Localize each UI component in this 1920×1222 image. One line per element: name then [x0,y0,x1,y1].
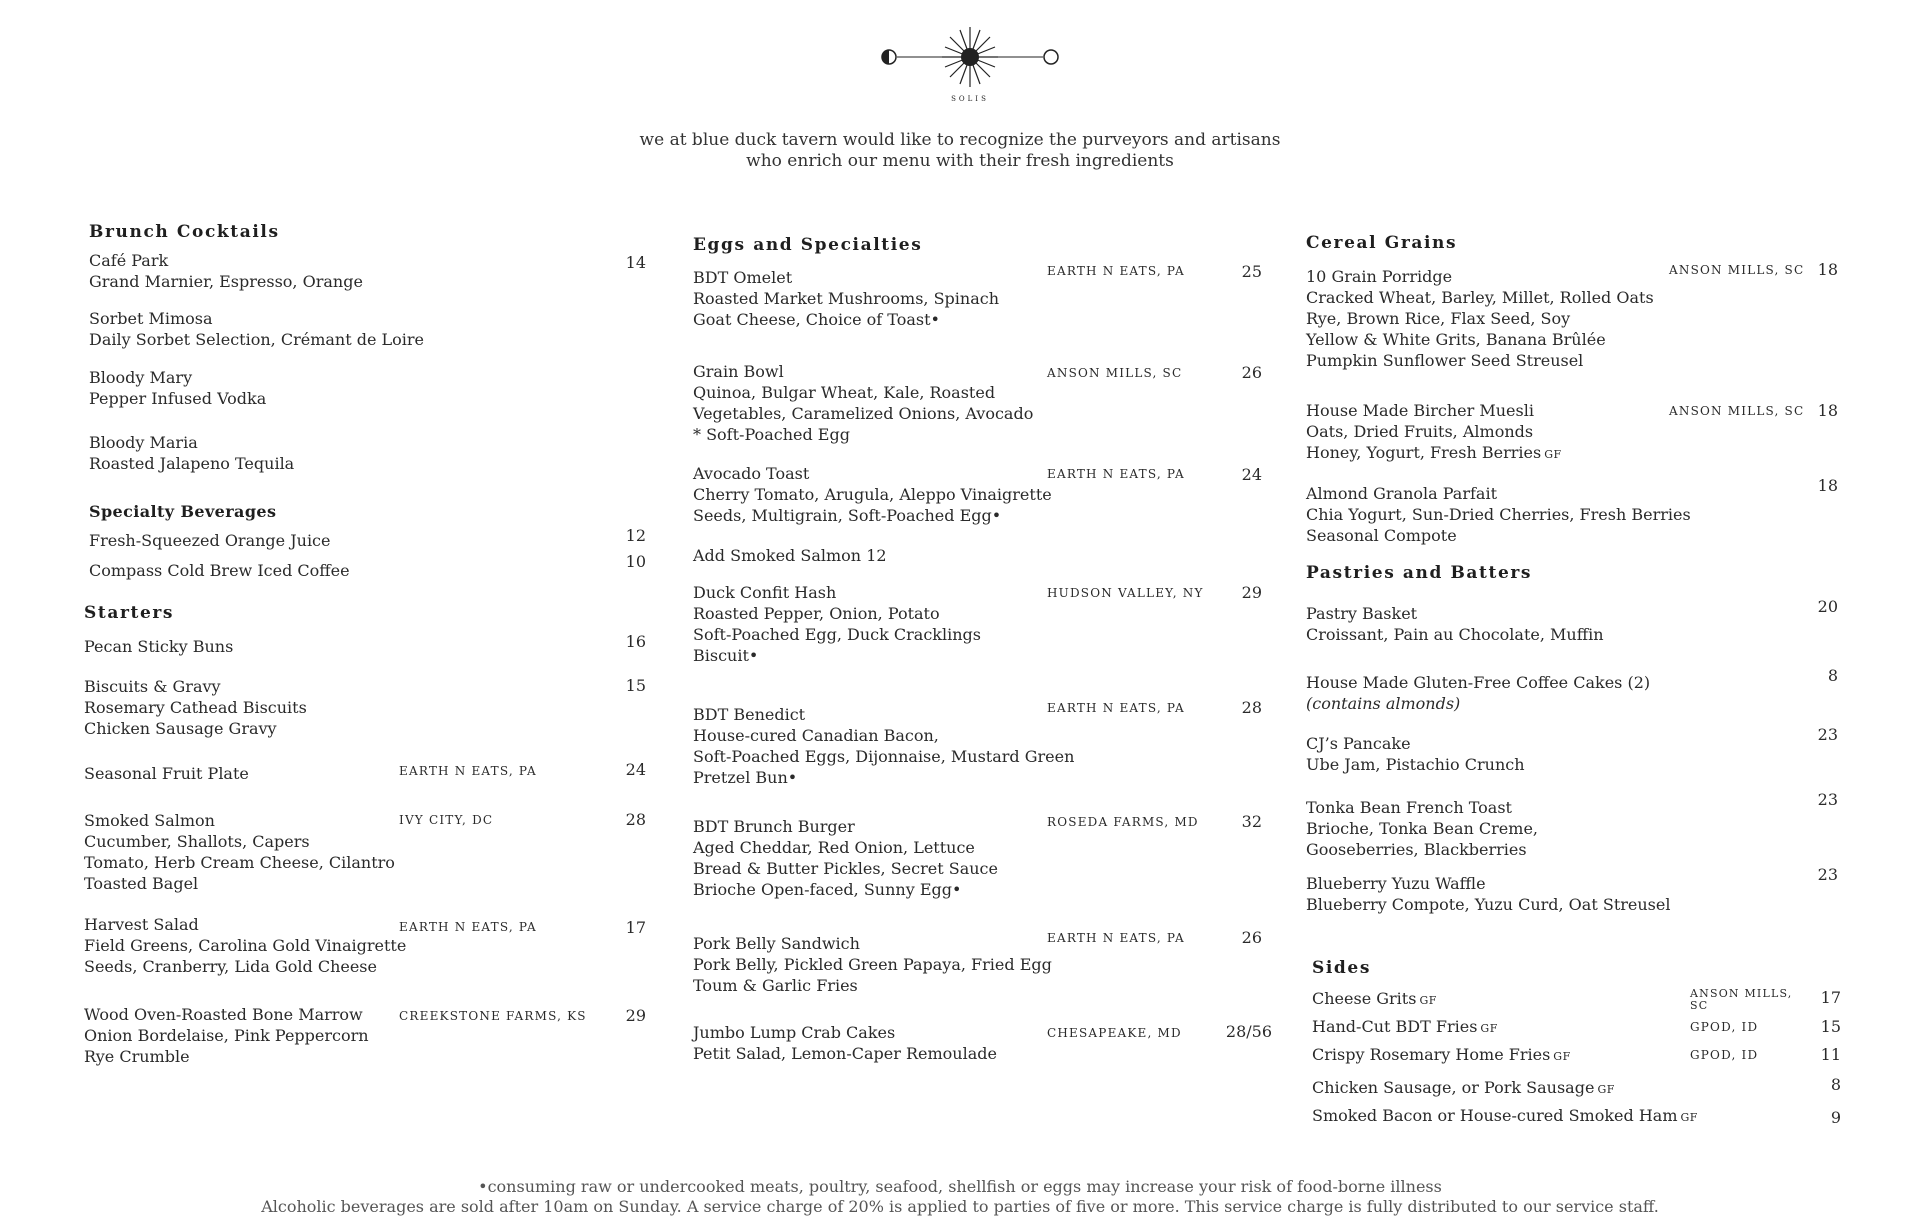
sausage-price: 8 [1830,1075,1841,1094]
harvest-salad-price: 17 [625,918,646,937]
menu-item-gf-coffee-cakes [1306,672,1650,714]
menu-item-bdt-omelet [693,267,999,330]
french-toast-price: 23 [1817,790,1838,809]
item-name: Hand-Cut BDT Fries [1312,1017,1478,1036]
item-desc: Chicken Sausage Gravy [84,719,277,738]
service-charge-notice: Alcoholic beverages are sold after 10am on Sunday. A service charge of 20% is applied to parties of five or more. This service charge is fully distributed to our service staff. [261,1197,1659,1216]
item-desc: Brioche Open-faced, Sunny Egg• [693,880,962,899]
item-desc: Pepper Infused Vodka [89,389,267,408]
menu-item-brunch-burger [693,816,998,900]
specialty-beverages-title: Specialty Beverages [89,502,277,521]
menu-item-sorbet-mimosa [89,308,424,350]
grain-porridge-price: 18 [1817,260,1838,279]
item-name: BDT Omelet [693,268,793,287]
granola-parfait-price: 18 [1817,476,1838,495]
cheese-grits-source: ANSON MILLS, SC [1690,987,1793,1012]
grain-porridge-source: ANSON MILLS, SC [1669,263,1805,277]
pastries-batters-title: Pastries and Batters [1306,563,1533,583]
menu-item-fruit-plate: Seasonal Fruit Plate [84,764,249,783]
item-name: Sorbet Mimosa [89,309,213,328]
eggs-specialties-title: Eggs and Specialties [693,235,923,255]
intro-line-2: who enrich our menu with their fresh ingredients [746,151,1174,171]
item-desc: Soft-Poached Egg, Duck Cracklings [693,625,981,644]
menu-item-pastry-basket [1306,603,1604,645]
bircher-muesli-source: ANSON MILLS, SC [1669,404,1805,418]
item-desc [1306,442,1562,465]
item-desc: Roasted Pepper, Onion, Potato [693,604,940,623]
duck-confit-source: HUDSON VALLEY, NY [1047,586,1204,600]
item-desc: Roasted Jalapeno Tequila [89,454,295,473]
menu-item-smoked-salmon [84,810,395,894]
item-desc: Tomato, Herb Cream Cheese, Cilantro [84,853,395,872]
item-desc: Cracked Wheat, Barley, Millet, Rolled Oats [1306,288,1654,307]
gf-badge: GF [1680,1111,1698,1124]
menu-item-orange-juice: Fresh-Squeezed Orange Juice [89,531,331,550]
item-desc: (contains almonds) [1306,694,1461,713]
menu-item-grain-bowl [693,361,1033,445]
item-desc: Field Greens, Carolina Gold Vinaigrette [84,936,407,955]
menu-item-duck-confit-hash [693,582,981,666]
item-desc: Onion Bordelaise, Pink Peppercorn [84,1026,369,1045]
item-desc: * Soft-Poached Egg [693,425,850,444]
menu-item-cold-brew: Compass Cold Brew Iced Coffee [89,561,350,580]
gf-badge: GF [1553,1050,1571,1063]
add-smoked-salmon: Add Smoked Salmon 12 [693,546,887,565]
item-desc: Cucumber, Shallots, Capers [84,832,310,851]
duck-confit-price: 29 [1241,583,1262,602]
item-name: Blueberry Yuzu Waffle [1306,874,1486,893]
menu-item-bacon-ham [1312,1105,1698,1128]
menu-item-biscuits-gravy [84,676,307,739]
item-desc: Croissant, Pain au Chocolate, Muffin [1306,625,1604,644]
menu-item-crab-cakes [693,1022,997,1064]
menu-item-granola-parfait [1306,483,1691,546]
item-name: Cheese Grits [1312,989,1417,1008]
item-name: Jumbo Lump Crab Cakes [693,1023,896,1042]
item-name: BDT Brunch Burger [693,817,855,836]
avocado-toast-source: EARTH N EATS, PA [1047,467,1185,481]
bone-marrow-price: 29 [625,1006,646,1025]
brunch-burger-price: 32 [1241,812,1262,831]
item-name: Tonka Bean French Toast [1306,798,1512,817]
menu-item-grain-porridge [1306,266,1654,371]
item-name: 10 Grain Porridge [1306,267,1453,286]
item-name: BDT Benedict [693,705,806,724]
menu-item-cheese-grits [1312,988,1437,1011]
menu-item-bircher-muesli [1306,400,1562,465]
item-desc: Daily Sorbet Selection, Crémant de Loire [89,330,425,349]
item-name: House Made Bircher Muesli [1306,401,1534,420]
item-desc: Toum & Garlic Fries [693,976,858,995]
brunch-burger-source: ROSEDA FARMS, MD [1047,815,1199,829]
item-desc: Goat Cheese, Choice of Toast• [693,310,940,329]
yuzu-waffle-price: 23 [1817,865,1838,884]
item-desc: Pretzel Bun• [693,768,798,787]
gf-badge: GF [1544,448,1562,461]
item-name: Café Park [89,251,169,270]
food-safety-notice: •consuming raw or undercooked meats, poultry, seafood, shellfish or eggs may increase your risk of food-borne illness [478,1177,1442,1196]
cereal-grains-title: Cereal Grains [1306,233,1458,253]
biscuits-gravy-price: 15 [625,676,646,695]
item-desc: Rye Crumble [84,1047,190,1066]
bdt-omelet-source: EARTH N EATS, PA [1047,264,1185,278]
bircher-muesli-price: 18 [1817,401,1838,420]
item-desc: Chia Yogurt, Sun-Dried Cherries, Fresh Berries [1306,505,1691,524]
item-name: Avocado Toast [693,464,810,483]
smoked-salmon-price: 28 [625,810,646,829]
item-name: Bloody Mary [89,368,193,387]
item-desc: Seeds, Cranberry, Lida Gold Cheese [84,957,377,976]
item-name: Duck Confit Hash [693,583,837,602]
item-name: Crispy Rosemary Home Fries [1312,1045,1551,1064]
orange-juice-price: 12 [625,526,646,545]
starters-title: Starters [84,603,175,623]
item-desc: Rosemary Cathead Biscuits [84,698,307,717]
harvest-salad-source: EARTH N EATS, PA [399,920,537,934]
pork-belly-source: EARTH N EATS, PA [1047,931,1185,945]
menu-item-bloody-mary [89,367,266,409]
gf-badge: GF [1597,1083,1615,1096]
fruit-plate-price: 24 [625,760,646,779]
item-name: Biscuits & Gravy [84,677,221,696]
svg-text:SOLIS: SOLIS [951,95,989,103]
menu-item-sausage [1312,1077,1615,1100]
item-name: Chicken Sausage, or Pork Sausage [1312,1078,1595,1097]
menu-item-pork-belly [693,933,1052,996]
item-desc: Quinoa, Bulgar Wheat, Kale, Roasted [693,383,996,402]
bacon-ham-price: 9 [1830,1108,1841,1127]
gf-badge: GF [1480,1022,1498,1035]
cold-brew-price: 10 [625,552,646,571]
item-desc: Rye, Brown Rice, Flax Seed, Soy [1306,309,1571,328]
item-desc: Seeds, Multigrain, Soft-Poached Egg• [693,506,1002,525]
item-name: Harvest Salad [84,915,199,934]
menu-item-bdt-fries [1312,1016,1498,1039]
item-desc: Seasonal Compote [1306,526,1457,545]
home-fries-source: GPOD, ID [1690,1048,1759,1062]
item-desc: Toasted Bagel [84,874,199,893]
item-name: CJ’s Pancake [1306,734,1411,753]
item-desc: Brioche, Tonka Bean Creme, [1306,819,1538,838]
bdt-fries-source: GPOD, ID [1690,1020,1759,1034]
item-desc: Roasted Market Mushrooms, Spinach [693,289,1000,308]
item-desc-text: Honey, Yogurt, Fresh Berries [1306,443,1542,462]
item-desc: Grand Marnier, Espresso, Orange [89,272,363,291]
item-name: Smoked Salmon [84,811,215,830]
item-desc: Blueberry Compote, Yuzu Curd, Oat Streusel [1306,895,1671,914]
item-desc: Oats, Dried Fruits, Almonds [1306,422,1534,441]
crab-cakes-source: CHESAPEAKE, MD [1047,1026,1182,1040]
item-name: Pork Belly Sandwich [693,934,860,953]
cjs-pancake-price: 23 [1817,725,1838,744]
item-desc: House-cured Canadian Bacon, [693,726,939,745]
avocado-toast-price: 24 [1241,465,1262,484]
item-name: Smoked Bacon or House-cured Smoked Ham [1312,1106,1678,1125]
menu-item-cjs-pancake [1306,733,1525,775]
brunch-cocktails-price: 14 [625,253,646,272]
crab-cakes-price: 28/56 [1225,1022,1272,1041]
item-desc: Soft-Poached Eggs, Dijonnaise, Mustard Green [693,747,1075,766]
solis-logo [880,25,1060,107]
gf-badge: GF [1419,994,1437,1007]
footer-notice [260,1177,1660,1217]
menu-item-bdt-benedict [693,704,1074,788]
item-desc: Cherry Tomato, Arugula, Aleppo Vinaigrette [693,485,1052,504]
menu-item-french-toast [1306,797,1538,860]
menu-item-harvest-salad [84,914,406,977]
sun-moon-emblem-icon [880,25,1060,107]
bdt-benedict-price: 28 [1241,698,1262,717]
pork-belly-price: 26 [1241,928,1262,947]
item-desc: Gooseberries, Blackberries [1306,840,1527,859]
item-desc: Yellow & White Grits, Banana Brûlée [1306,330,1606,349]
item-name: Grain Bowl [693,362,784,381]
pastry-basket-price: 20 [1817,597,1838,616]
menu-item-home-fries [1312,1044,1571,1067]
item-name: Bloody Maria [89,433,198,452]
sticky-buns-price: 16 [625,632,646,651]
item-desc: Aged Cheddar, Red Onion, Lettuce [693,838,975,857]
intro-text [560,130,1360,172]
menu-item-yuzu-waffle [1306,873,1670,915]
menu-item-bloody-maria [89,432,294,474]
smoked-salmon-source: IVY CITY, DC [399,813,494,827]
item-name: Almond Granola Parfait [1306,484,1497,503]
item-name: Pastry Basket [1306,604,1418,623]
bone-marrow-source: CREEKSTONE FARMS, KS [399,1009,587,1023]
item-desc: Ube Jam, Pistachio Crunch [1306,755,1525,774]
item-desc: Pumpkin Sunflower Seed Streusel [1306,351,1584,370]
grain-bowl-source: ANSON MILLS, SC [1047,366,1183,380]
brunch-cocktails-title: Brunch Cocktails [89,222,280,242]
sides-title: Sides [1312,958,1372,978]
item-name: Wood Oven-Roasted Bone Marrow [84,1005,363,1024]
intro-line-1: we at blue duck tavern would like to recognize the purveyors and artisans [639,130,1281,150]
item-desc: Vegetables, Caramelized Onions, Avocado [693,404,1034,423]
bdt-omelet-price: 25 [1241,262,1262,281]
menu-item-cafe-park [89,250,363,292]
menu-item-bone-marrow [84,1004,369,1067]
item-name: House Made Gluten-Free Coffee Cakes (2) [1306,673,1651,692]
bdt-benedict-source: EARTH N EATS, PA [1047,701,1185,715]
menu-item-sticky-buns: Pecan Sticky Buns [84,637,234,656]
grain-bowl-price: 26 [1241,363,1262,382]
menu-item-avocado-toast [693,463,1052,526]
item-desc: Biscuit• [693,646,759,665]
gf-coffee-cakes-price: 8 [1827,666,1838,685]
item-desc: Pork Belly, Pickled Green Papaya, Fried Egg [693,955,1052,974]
fruit-plate-source: EARTH N EATS, PA [399,764,537,778]
home-fries-price: 11 [1820,1045,1841,1064]
cheese-grits-price: 17 [1820,988,1841,1007]
bdt-fries-price: 15 [1820,1017,1841,1036]
item-desc: Petit Salad, Lemon-Caper Remoulade [693,1044,997,1063]
item-desc: Bread & Butter Pickles, Secret Sauce [693,859,998,878]
